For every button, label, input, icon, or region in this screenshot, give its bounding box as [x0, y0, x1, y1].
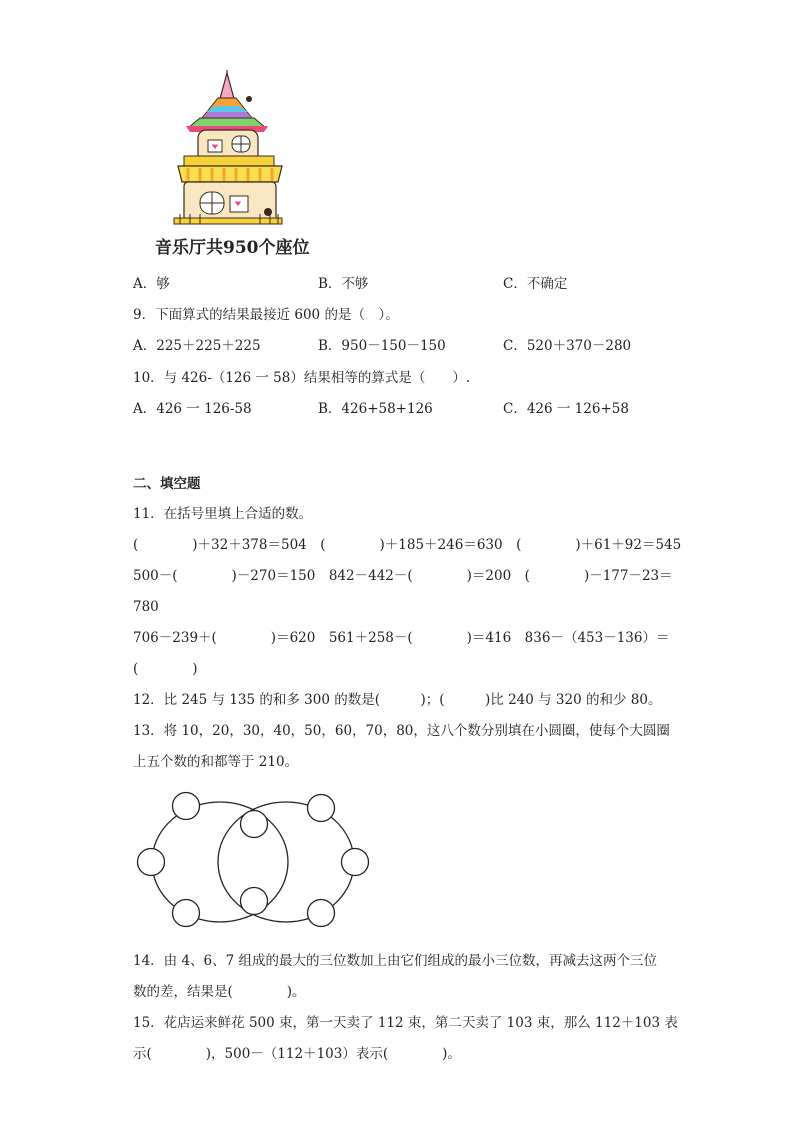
- q15-line-2: 示( )，500－（112＋103）表示( )。: [133, 1046, 461, 1062]
- small-circle: [342, 849, 369, 876]
- small-circle: [308, 795, 335, 822]
- q9-option-a: A．225＋225＋225: [133, 338, 261, 354]
- q8-option-c: C．不确定: [503, 276, 568, 292]
- q11-row-3-cont: ( ): [133, 661, 198, 677]
- small-circle: [241, 811, 268, 838]
- circles-diagram: [133, 788, 373, 933]
- q11-row-3: 706－239＋( )＝620 561＋258－( )＝416 836－（453－136）＝: [133, 630, 670, 646]
- q10-option-c: C．426 一 126+58: [503, 401, 629, 417]
- q13-line-1: 13．将 10，20，30，40，50，60，70，80，这八个数分别填在小圆圈，使每个大圆圈: [133, 723, 670, 739]
- q11-row-2: 500－( )－270＝150 842－442－( )＝200 ( )－177－23＝: [133, 568, 673, 584]
- q8-option-b: B．不够: [318, 276, 369, 292]
- small-circle: [308, 900, 335, 927]
- q11-row-2-cont: 780: [133, 599, 159, 615]
- q11-row-1: ( )＋32＋378＝504 ( )＋185＋246＝630 ( )＋61＋92＝545: [133, 537, 682, 553]
- small-circle: [241, 888, 268, 915]
- q9-stem: 9．下面算式的结果最接近 600 的是（ ）。: [133, 307, 399, 323]
- q9-option-b: B．950－150－150: [318, 338, 446, 354]
- small-circle: [173, 793, 200, 820]
- q10-option-a: A．426 一 126-58: [133, 401, 252, 417]
- q10-stem: 10．与 426-（126 一 58）结果相等的算式是（ ）.: [133, 370, 471, 386]
- music-hall-illustration: [170, 68, 290, 236]
- q15-line-1: 15．花店运来鲜花 500 束，第一天卖了 112 束，第二天卖了 103 束，那么 112＋103 表: [133, 1015, 678, 1031]
- small-circle: [138, 849, 165, 876]
- q14-line-1: 14．由 4、6、7 组成的最大的三位数加上由它们组成的最小三位数，再减去这两个三位: [133, 953, 658, 969]
- q14-line-2: 数的差，结果是( )。: [133, 984, 306, 1000]
- q13-line-2: 上五个数的和都等于 210。: [133, 754, 299, 770]
- q10-option-b: B．426+58+126: [318, 401, 433, 417]
- small-circle: [173, 900, 200, 927]
- section-title: 二、填空题: [133, 476, 201, 492]
- big-circle-right: [218, 802, 354, 922]
- q11-stem: 11．在括号里填上合适的数。: [133, 506, 313, 522]
- castle-drawing: [170, 68, 290, 236]
- q8-option-a: A．够: [133, 276, 170, 292]
- q12-stem: 12．比 245 与 135 的和多 300 的数是( )；( )比 240 与 320 的和少 80。: [133, 692, 662, 708]
- figure-caption: 音乐厅共950个座位: [155, 238, 310, 258]
- q9-option-c: C．520＋370－280: [503, 338, 632, 354]
- circles-svg: [133, 788, 373, 933]
